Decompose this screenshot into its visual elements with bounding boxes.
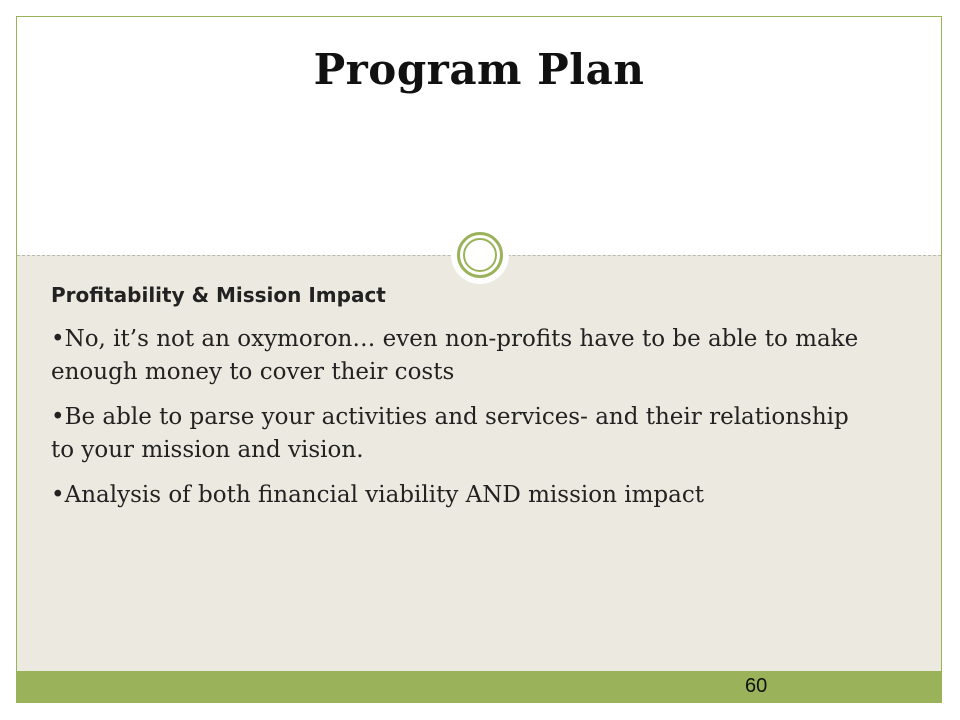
list-item bbox=[51, 479, 871, 512]
footer-bar bbox=[17, 671, 941, 703]
bullet-dot-icon: • bbox=[51, 482, 65, 508]
list-item bbox=[51, 401, 871, 467]
bullet-text: Be able to parse your activities and services- and their relationship to your mission and vision. bbox=[51, 404, 849, 463]
bullet-dot-icon: • bbox=[51, 404, 65, 430]
slide-frame bbox=[16, 16, 942, 703]
slide-subheading: Profitability & Mission Impact bbox=[51, 283, 386, 307]
bullet-text: Analysis of both financial viability AND mission impact bbox=[64, 482, 704, 508]
bullet-list bbox=[51, 323, 871, 524]
page-number: 60 bbox=[745, 675, 768, 697]
list-item bbox=[51, 323, 871, 389]
bullet-text: No, it’s not an oxymoron… even non-profits have to be able to make enough money to cover their costs bbox=[51, 326, 859, 385]
circle-ornament-inner-ring bbox=[463, 238, 497, 272]
bullet-dot-icon: • bbox=[51, 326, 65, 352]
slide-title: Program Plan bbox=[313, 45, 645, 94]
